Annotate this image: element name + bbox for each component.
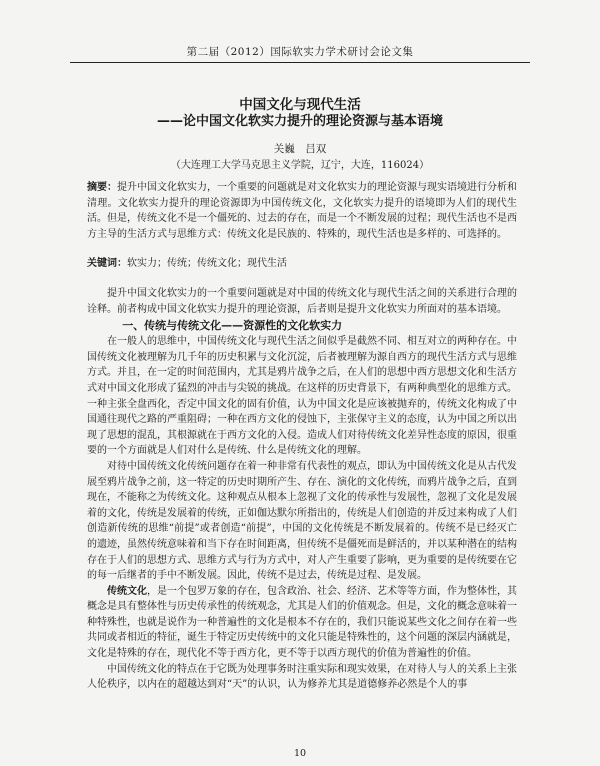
paper-subtitle: ——论中国文化软实力提升的理论资源与基本语境	[156, 114, 443, 129]
abstract-text: 提升中国文化软实力，一个重要的问题就是对文化软实力的理论资源与现实语境进行分析和清理。文化软实力提升的理论资源即为中国传统文化，文化软实力提升的语境即为人们的现代生活。但是，传统文化不是一个僵死的、过去的存在，而是一个不断发展的过程；现代生活也不是西方主导的生活方式与思维方式：传统文化是民族的、特殊的，现代生活也是多样的、可选择的。	[87, 182, 517, 240]
section-heading: 一、传统与传统文化——资源性的文化软实力	[122, 319, 343, 333]
running-header: 第二届（2012）国际软实力学术研讨会论文集	[186, 46, 414, 58]
affiliation: （大连理工大学马克思主义学院，辽宁，大连，116024）	[170, 160, 430, 171]
paragraph: 对待中国传统文化传统问题存在着一种非常有代表性的观点，即认为中国传统文化是从古代发展至鸦片战争之前，这一特定的历史时期所产生、存在、演化的文化传统，而鸦片战争之后，直到现在，不能称之为传统文化。这种观点从根本上忽视了文化的传承性与发展性，忽视了文化是发展着的文化，传统是发展着的传统，正如伽达默尔所指出的，传统是人们创造的并反过来构成了人们创造新传统的思维“前提”或者创造“前提”，中国的文化传统是不断发展着的。传统不是已经灭亡的遗迹，虽然传统意味着和当下存在时间距离，但传统不是僵死而是鲜活的，并以某种潜在的结构存在于人们的思想方式、思维方式与行为方式中，对人产生重要了影响，更为重要的是传统要在它的每一后继者的手中不断发展。因此，传统不是过去，传统是过程、是发展。	[87, 460, 517, 582]
page-number: 10	[293, 748, 307, 759]
paragraph-text: ，是一个包罗万象的存在，包含政治、社会、经济、艺术等等方面，作为整体性，其概念是具有整体性与历史传承性的传统观念，尤其是人们的价值观念。但是，文化的概念意味着一种特殊性，也就是说作为一种普遍性的文化是根本不存在的，我们只能说某些文化之间存在着一些共同或者相近的特征，诞生于特定历史传统中的文化只能是特殊性的，这个问题的深层内涵就是，文化是特殊的存在，现代化不等于西方化，更不等于以西方现代的价值为普遍性的价值。	[87, 585, 517, 660]
authors: 关巍 吕双	[273, 143, 327, 155]
bold-term: 传统文化	[107, 585, 147, 597]
paragraph: 中国传统文化的特点在于它既为处理事务时注重实际和现实效果，在对待人与人的关系上主张人伦秩序，以内在的超越达到对“天”的认识，认为修养尤其是道德修养必然是个人的事	[87, 663, 517, 691]
keywords-label: 关键词：	[87, 258, 127, 269]
abstract	[87, 180, 517, 242]
paragraph	[87, 584, 517, 662]
paragraph: 在一般人的思维中，中国传统文化与现代生活之间似乎是截然不同、相互对立的两种存在。中国传统文化被理解为几千年的历史积累与文化沉淀，后者被理解为源自西方的现代生活方式与思维方式。并且，在一定的时间范围内，尤其是鸦片战争之后，在人们的思想中西方思想文化和生活方式对中国文化形成了猛烈的冲击与尖锐的挑战。在这样的历史背景下，有两种典型化的思维方式。一种主张全盘西化，否定中国文化的固有价值，认为中国文化是应该被抛弃的，传统文化构成了中国通往现代之路的严重阻碍；一种在西方文化的侵蚀下，主张保守主义的态度，认为中国之所以出现了思想的混乱，其根源就在于西方文化的入侵。造成人们对待传统文化差异性态度的原因，很重要的一个方面就是人们对什么是传统、什么是传统文化的理解。	[87, 336, 517, 457]
keywords	[87, 256, 517, 271]
body-text	[87, 286, 517, 693]
header-rule	[70, 62, 530, 63]
keywords-text: 软实力；传统；传统文化；现代生活	[127, 258, 287, 269]
abstract-label: 摘要：	[87, 182, 117, 193]
paper-title: 中国文化与现代生活	[239, 97, 361, 113]
intro-paragraph: 提升中国文化软实力的一个重要问题就是对中国的传统文化与现代生活之间的关系进行合理的诠释。前者构成中国文化软实力提升的理论资源，后者则是提升文化软实力所面对的基本语境。	[87, 288, 517, 315]
